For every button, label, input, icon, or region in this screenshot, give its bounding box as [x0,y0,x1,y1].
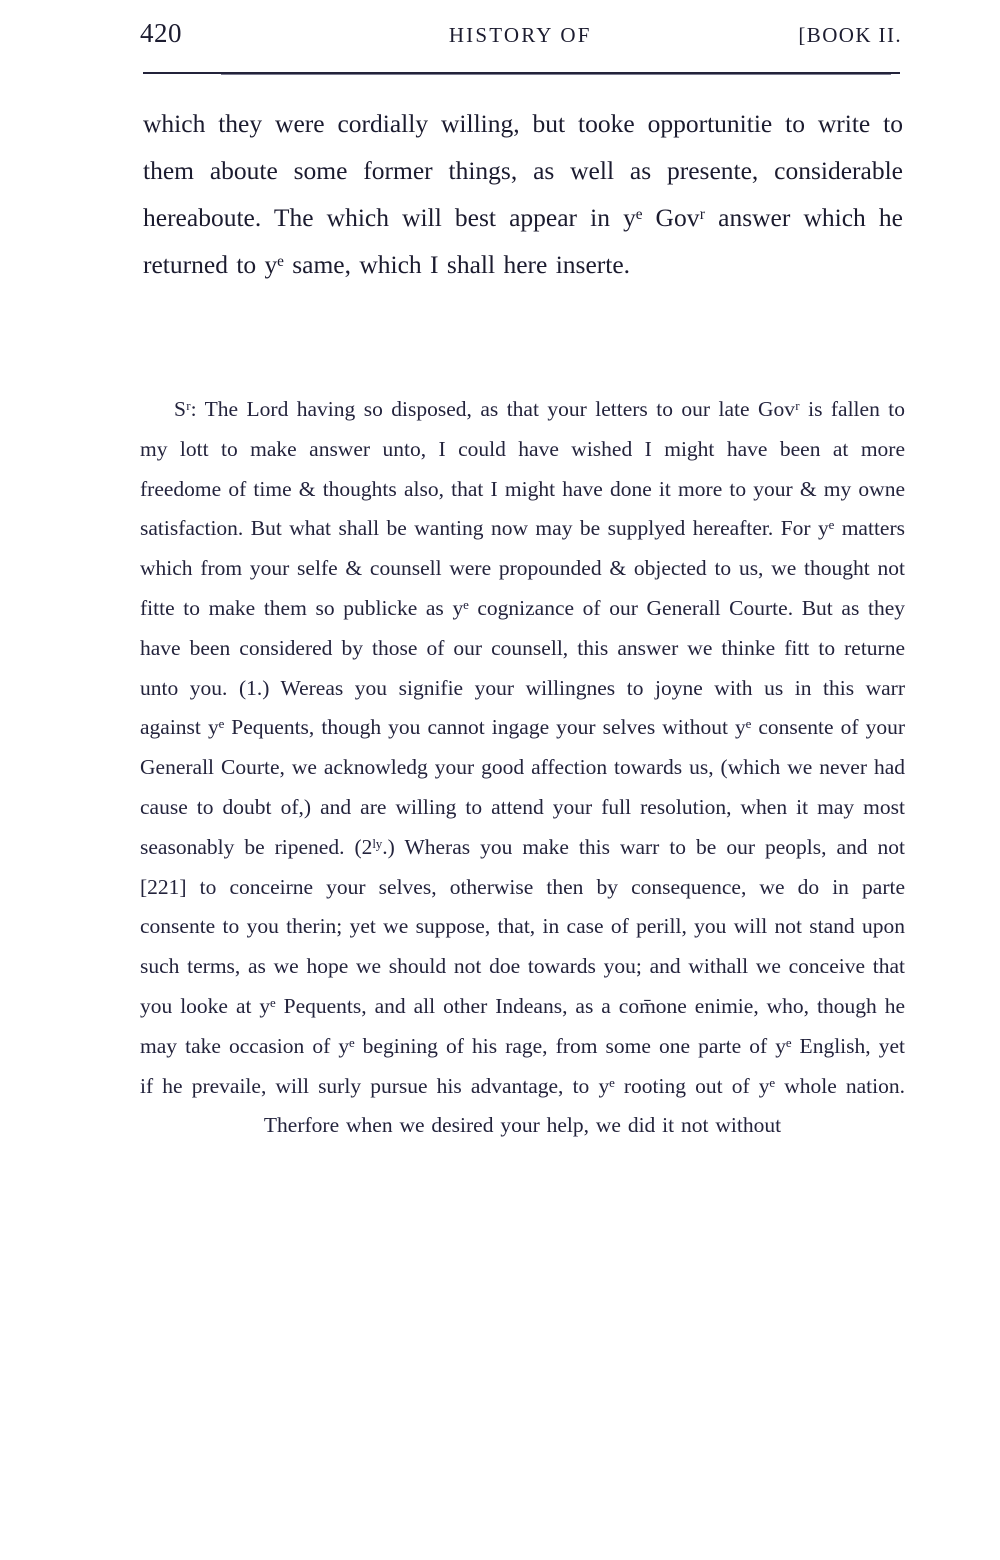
running-head-title: HISTORY OF [448,23,592,47]
intro-paragraph: which they were cordially willing, but tooke opportunitie to write to them aboute some former things, as well as presente, considerable hereaboute. The which will best appear in yᵉ Govʳ answer which he returned to yᵉ same, which I shall here inserte. [143,109,903,279]
letter-text-block [140,390,905,1146]
page-number: 420 [140,18,182,48]
intro-text-block [143,100,903,288]
header-rule [143,72,900,74]
book-marker: [BOOK II. [798,23,902,47]
running-header [140,18,902,58]
letter-paragraph: Sʳ: The Lord having so disposed, as that your letters to our late Govʳ is fallen to my lott to make answer unto, I could have wished I might have been at more freedome of time & thoughts also, that I might have done it more to your & my owne satisfaction. But what shall be wanting now may be supplyed hereafter. For yᵉ matters which from your selfe & counsell were propounded & objected to us, we thought not fitte to make them so publicke as yᵉ cognizance of our Generall Courte. But as they have been considered by those of our counsell, this answer we thinke fitt to returne unto you. (1.) Wereas you signifie your willingnes to joyne with us in this warr against yᵉ Pequents, though you cannot ingage your selves without yᵉ consente of your Generall Courte, we acknowledg your good affection towards us, (which we never had cause to doubt of,) and are willing to attend your full resolution, when it may most seasonably be ripened. (2ˡʸ.) Wheras you make this warr to be our peopls, and not [221] to conceirne your selves, otherwise then by consequence, we do in parte consente to you therin; yet we suppose, that, in case of perill, you will not stand upon such terms, as we hope we should not doe towards you; and withall we conceive that you looke at yᵉ Pequents, and all other Indeans, as a com̄one enimie, who, though he may take occasion of yᵉ begining of his rage, from some one parte of yᵉ English, yet if he prevaile, will surly pursue his advantage, to yᵉ rooting out of yᵉ whole nation. Therfore when we desired your help, we did it not without [140,397,905,1138]
